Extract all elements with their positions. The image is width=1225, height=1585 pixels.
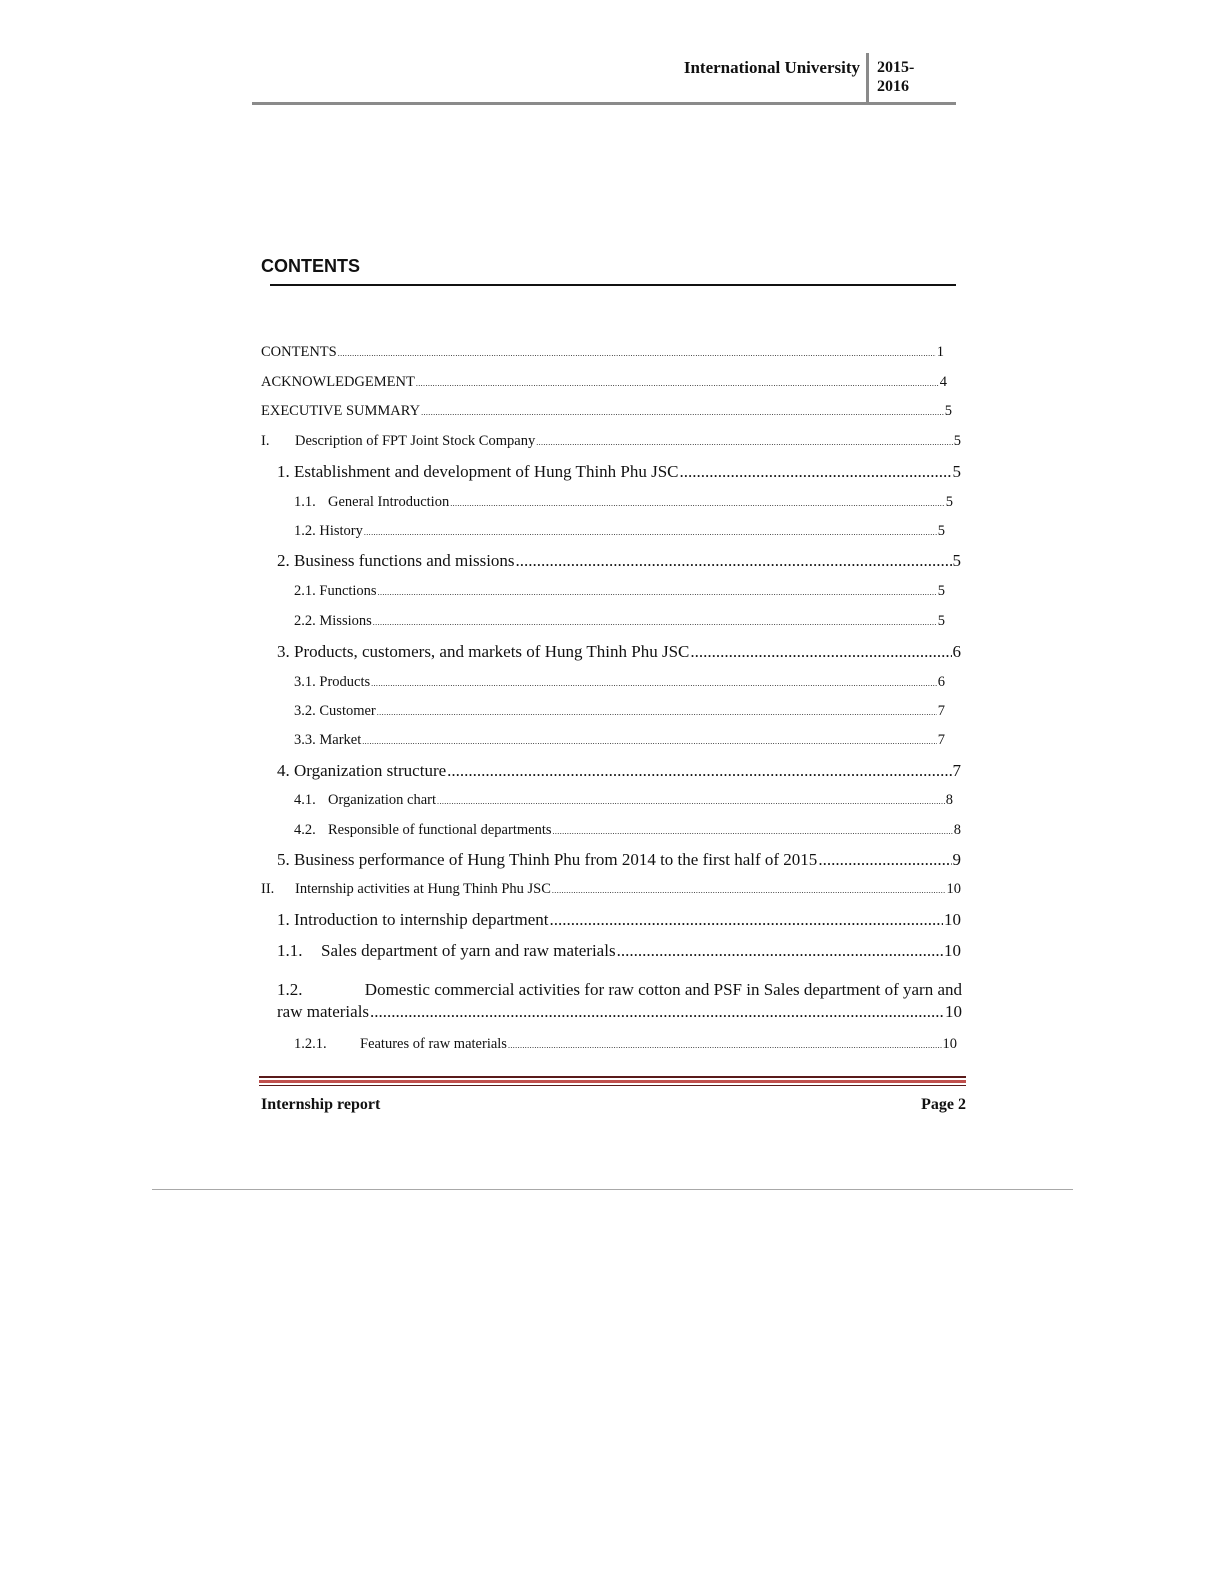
toc-leader-dots <box>378 588 937 597</box>
header-year <box>877 58 914 96</box>
toc-entry-1-establishment[interactable] <box>277 462 961 482</box>
toc-entry-page: 7 <box>937 703 945 719</box>
toc-entry-4-2-responsible-departments[interactable] <box>294 822 961 839</box>
toc-entry-page: 10 <box>946 881 961 897</box>
toc-leader-dots <box>690 642 951 662</box>
toc-entry-3-1-products[interactable] <box>294 674 945 691</box>
toc-leader-dots <box>552 886 946 895</box>
toc-entry-page: 5 <box>937 583 945 599</box>
page-separator <box>152 1189 1073 1190</box>
footer-title: Internship report <box>261 1096 381 1113</box>
header-rule <box>252 102 956 105</box>
toc-entry-1-2-domestic-commercial[interactable] <box>277 979 962 1023</box>
toc-leader-dots <box>680 462 952 482</box>
toc-entry-2-business-functions[interactable] <box>277 551 961 571</box>
toc-entry-page: 7 <box>952 761 961 780</box>
toc-entry-number: 1.1. <box>277 941 303 960</box>
toc-entry-number: I. <box>261 433 270 449</box>
toc-entry-label: 3.3. Market <box>294 732 362 748</box>
toc-entry-1-2-1-features[interactable] <box>294 1036 957 1053</box>
toc-leader-dots <box>371 679 937 688</box>
toc-entry-label: 1. Establishment and development of Hung Thinh Phu JSC <box>277 462 679 481</box>
toc-entry-label: ACKNOWLEDGEMENT <box>261 374 415 390</box>
toc-entry-page: 5 <box>945 494 953 510</box>
toc-entry-label: EXECUTIVE SUMMARY <box>261 403 421 419</box>
toc-entry-number: 4.1. <box>294 792 316 808</box>
toc-entry-3-3-market[interactable] <box>294 732 945 749</box>
toc-entry-page: 6 <box>952 642 961 661</box>
toc-heading-rule <box>270 284 956 286</box>
toc-entry-label: 1.2. History <box>294 523 363 539</box>
toc-entry-2-1-functions[interactable] <box>294 583 945 600</box>
toc-entry-5-business-performance[interactable] <box>277 850 961 870</box>
toc-entry-line2 <box>277 1001 962 1023</box>
toc-entry-page: 6 <box>937 674 945 690</box>
toc-entry-page: 8 <box>953 822 961 838</box>
toc-entry-page: 7 <box>937 732 945 748</box>
toc-entry-label: General Introduction <box>328 494 450 510</box>
toc-entry-label: Description of FPT Joint Stock Company <box>295 433 536 449</box>
page-number: Page 2 <box>921 1096 966 1113</box>
toc-entry-3-products-customers[interactable] <box>277 642 961 662</box>
toc-entry-section-i[interactable] <box>261 433 961 450</box>
footer-rule <box>259 1076 966 1078</box>
toc-entry-executive-summary[interactable] <box>261 403 952 420</box>
toc-leader-dots <box>447 761 951 781</box>
header-year-line1: 2015- <box>877 59 915 76</box>
toc-entry-1-1-sales-department[interactable] <box>277 941 961 961</box>
toc-leader-dots <box>508 1041 942 1050</box>
toc-entry-page: 1 <box>936 344 944 360</box>
toc-leader-dots <box>536 438 953 447</box>
toc-entry-page: 5 <box>952 551 961 570</box>
toc-leader-dots <box>377 708 937 717</box>
toc-entry-label: Responsible of functional departments <box>328 822 552 838</box>
toc-entry-label: 2.1. Functions <box>294 583 377 599</box>
toc-entry-number: 1.2.1. <box>294 1036 327 1052</box>
toc-entry-line1 <box>277 979 962 1001</box>
toc-entry-2-2-missions[interactable] <box>294 613 945 630</box>
toc-entry-number: II. <box>261 881 275 897</box>
toc-entry-label: Organization chart <box>328 792 437 808</box>
toc-leader-dots <box>450 499 945 508</box>
toc-entry-page: 10 <box>944 941 961 960</box>
toc-entry-contents[interactable] <box>261 344 944 361</box>
toc-entry-acknowledgement[interactable] <box>261 374 947 391</box>
toc-entry-label: 3.2. Customer <box>294 703 376 719</box>
toc-entry-page: 9 <box>952 850 961 869</box>
toc-leader-dots <box>373 618 937 627</box>
toc-entry-page: 5 <box>937 613 945 629</box>
toc-leader-dots <box>553 827 953 836</box>
toc-entry-label: Features of raw materials <box>360 1036 507 1052</box>
toc-leader-dots <box>549 910 943 930</box>
toc-leader-dots <box>338 349 936 358</box>
toc-heading: CONTENTS <box>261 256 360 276</box>
header-year-line2: 2016 <box>877 78 909 95</box>
toc-entry-label: 3. Products, customers, and markets of Hung Thinh Phu JSC <box>277 642 690 661</box>
toc-leader-dots <box>364 528 937 537</box>
toc-leader-dots <box>516 551 952 571</box>
toc-entry-number: 4.2. <box>294 822 316 838</box>
footer-rule-accent <box>259 1080 966 1083</box>
toc-leader-dots <box>437 797 945 806</box>
toc-leader-dots <box>818 850 951 870</box>
toc-entry-label: 1. Introduction to internship department <box>277 910 549 929</box>
toc-entry-4-organization-structure[interactable] <box>277 761 961 781</box>
toc-entry-page: 10 <box>942 1036 957 1052</box>
toc-entry-4-1-organization-chart[interactable] <box>294 792 953 809</box>
toc-entry-page: 10 <box>945 1002 962 1021</box>
toc-entry-page: 5 <box>937 523 945 539</box>
toc-entry-section-ii[interactable] <box>261 881 961 898</box>
toc-entry-number: 1.2. <box>277 980 303 999</box>
toc-entry-page: 5 <box>944 403 952 419</box>
header-divider <box>866 53 869 103</box>
toc-leader-dots <box>370 1001 944 1023</box>
toc-entry-page: 10 <box>944 910 961 929</box>
toc-entry-1-1-general-introduction[interactable] <box>294 494 953 511</box>
toc-entry-label: CONTENTS <box>261 344 337 360</box>
toc-leader-dots <box>421 408 944 417</box>
toc-entry-3-2-customer[interactable] <box>294 703 945 720</box>
toc-entry-1-introduction-internship[interactable] <box>277 910 961 930</box>
toc-entry-label: 2.2. Missions <box>294 613 372 629</box>
toc-entry-1-2-history[interactable] <box>294 523 945 540</box>
toc-entry-label: Internship activities at Hung Thinh Phu JSC <box>295 881 551 897</box>
toc-leader-dots <box>416 379 939 388</box>
toc-entry-number: 1.1. <box>294 494 316 510</box>
toc-entry-label-line2: raw materials <box>277 1002 370 1021</box>
toc-entry-page: 8 <box>945 792 953 808</box>
toc-entry-page: 4 <box>939 374 947 390</box>
toc-entry-label: 5. Business performance of Hung Thinh Phu from 2014 to the first half of 2015 <box>277 850 818 869</box>
header-organization: International University <box>683 58 860 77</box>
toc-leader-dots <box>617 941 943 961</box>
toc-entry-page: 5 <box>952 462 961 481</box>
toc-entry-label: Sales department of yarn and raw materials <box>321 941 616 960</box>
toc-entry-label: 3.1. Products <box>294 674 371 690</box>
toc-leader-dots <box>362 737 937 746</box>
footer-rule-thin <box>259 1085 966 1086</box>
toc-entry-label: 4. Organization structure <box>277 761 447 780</box>
toc-entry-label: 2. Business functions and missions <box>277 551 515 570</box>
toc-entry-page: 5 <box>953 433 961 449</box>
toc-entry-label-line1: Domestic commercial activities for raw cotton and PSF in Sales department of yarn and <box>364 980 962 999</box>
